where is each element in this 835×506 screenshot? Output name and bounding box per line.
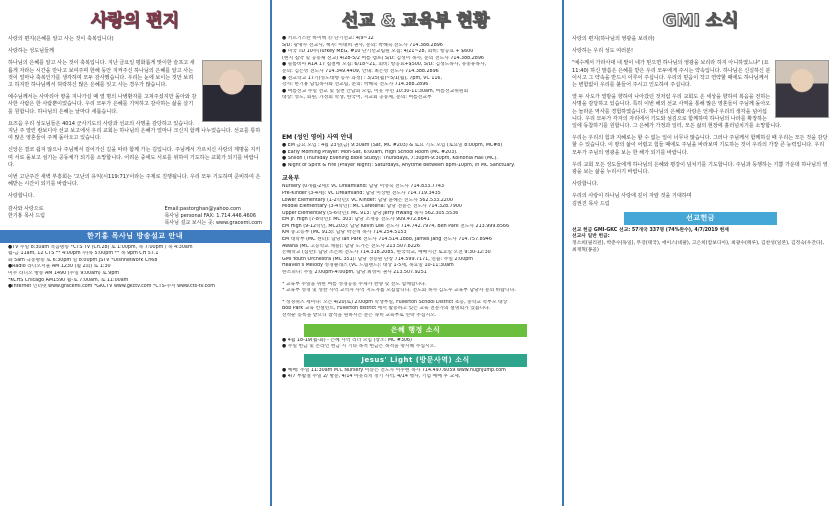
letter-paragraph: 예수님께서는 사마리아 땅을 지나가실 때 열 명의 나병환자를 고쳐주셨지만 돌아와 감사한 사람은 한 사람뿐이었습니다. 우리 모두가 은혜를 기억하고 감사하는 삶을 살기를 원합니다. 하나님의 은혜는 날마다 새롭습니다. (8, 94, 197, 115)
education-item: Heaven's Melody 성경클래스 (VC 드림랜드): 대상 1-5세, 목요일 10-11:30am (282, 263, 454, 269)
sign-name: 한기홍 목사 드림 (8, 212, 45, 219)
letter-paragraph: 이번 고난주간 새벽 부흥회는 '고난의 유익(시119:71)'이라는 주제로 진행됩니다. 우리 모두 기도하며 준비하여 은혜받는 시간이 되기를 바랍니다. (8, 174, 261, 188)
gmi-greeting: 사랑하는 우리 성도 여러분! (572, 48, 634, 55)
mission-offering-body (572, 228, 829, 254)
jesus-light-bar: Jesus' Light (방문사역) 소식 (304, 354, 527, 367)
pastor-letter-body (8, 36, 262, 201)
education-item: Nursery (0개월-2세): VC Dreamland: 담당 이영숙 전도사 714.833.7743 (282, 184, 444, 190)
education-item: Middle Elementary (3-4학년): MC Cafeteria: 담당 전윤은 전도사 714.328.7900 (282, 204, 462, 210)
mission-item: ● 키르기스탄 바이백 Ⓓ 단기선교: 4/9~12 (282, 36, 374, 41)
broadcast-section-bar: 한기홍 목사님 방송설교 안내 (0, 230, 270, 243)
education-item: Lower Elementary (1-2학년): VC Kinder: 담당 윤혜은 전도사 562.533.2200 (282, 197, 453, 203)
pastor-photo (202, 60, 262, 122)
em-item: ● Shiloh (Thursday Evening Bible Study): Thursdays, 7:30pm-9:30pm, Koinonia Hall (MC). (282, 156, 498, 162)
mission-item: ● 콜롬비아 A1A 17 집결에 모집: 6/18~21, 회비: 항공료+$500, S/D: 김성도목사, 유중휴목사, (282, 62, 487, 68)
mission-offering-bar: 선교헌금 (624, 212, 777, 225)
letter-paragraph: 요즈음 우리 성도님들은 4014 군사기도의 사랑과 선교의 사명을 감당하고 있습니다. 지난 주 열린 캄보디아 선교 보고에서 우리 교회는 하나님의 은혜가 얼마나 크신지 함께 나누었습니다. 선교를 통하여 많은 영혼들이 주께 돌아오고 있습니다. (8, 120, 261, 142)
gmi-sign-name: 김권진 목사 드림 (572, 200, 610, 207)
education-note: * 교육부 주일을 위한 여름 성경공동 주제사 찬양 및 전도 함께합니다. (282, 281, 427, 287)
education-item: 한소피나: 주일 2:00pm-4:00pm, 담당 최영미 권사 213.507.9251 (282, 270, 427, 276)
broadcast-item: *KCHS Chicago AM1590 월-토 7:00am, 토 11:00am (8, 277, 129, 283)
education-item: 온해학교 (십만): 담당 조은희 전도사 714.318.2085, 한국학교, 예배시간 토요일 오전 9:30-12:30 (282, 250, 491, 256)
education-item: Awana (MC 고등학교 채플): 담당 도가은 전도사 213.507.8226 (282, 243, 420, 249)
mission-offering-names: 정소희(필리핀), 박춘수(독일), 무강(태국), 에이스(네팔), 고은희(캄보디아), 최광수(페루), 김찬성(일본), 김정숙(우간다), 최재혁(몽골) (572, 241, 825, 253)
education-item: EM High (9-12학년, MC203): 담당 Kevin Lee 전도사 714.742.7974, Ben Park 전도사 213.999.8566 (282, 223, 510, 229)
gmi-paragraph: 열 두 사도가 열방을 향하여 나아갔던 것처럼 우리 교회도 온 세상을 향하여 복음을 전하는 사명을 감당하고 있습니다. 특히 이번 해외 선교 사역을 통해 많은 영혼들이 주님께 돌아오는 놀라운 역사를 경험하였습니다. 하나님의 은혜와 사랑은 언제나 우리의 생각을 넘어섭니다. 우리 모두가 각자의 자리에서 기도와 섬김으로 함께하며 하나님의 나라를 확장하는 일에 동참하기를 원합니다. 그 은혜가 가정과 일터, 모든 삶의 현장에 흘러넘치기를 소망합니다. (572, 94, 782, 130)
sermon-website[interactable]: 목사님 설교 보시는 곳: www.gracemi.com (164, 219, 262, 226)
gmi-paragraph: 우리 교회 모든 성도들에게 하나님의 은혜와 평강이 넘치기를 기도합니다. 주님과 동행하는 기쁨 가운데 하나님의 영광을 보는 삶을 누리시기 바랍니다. (572, 161, 828, 176)
gmi-news-title: GMI 소식 (662, 10, 739, 31)
pastor-fax: 목사님 personal FAX: 1.714.446.4606 (164, 212, 256, 219)
gmi-paragraph: 우리는 우리의 힘과 지혜로는 할 수 없는 일이 너무나 많습니다. 그러나 주님께서 함께하실 때 우리는 모든 것을 감당할 수 있습니다. 이 땅의 삶이 어렵고 힘들 때에도 주님을 바라보며 기도하는 것이 우리의 가장 큰 능력입니다. 우리 모두가 주님의 영광을 보는 한 해가 되기를 바랍니다. (572, 135, 828, 156)
letter-greeting: 사랑하는 성도님들께 (8, 48, 54, 55)
pastor-letter-title: 사랑의 편지 (90, 10, 180, 31)
grace-item: ● 4월 18-19(월-화) - 은혜 사역 리더 모임 (장소: MC #306) (282, 337, 412, 343)
gmi-letter-body (572, 36, 829, 208)
seminar-note: Bob Park 교육 컨설턴트, Fullerton district 에서 활동하고 있는 교육 전문가의 설명회가 있습니다. (282, 306, 491, 312)
letter-paragraph: 신앙은 결코 쉽지 않으나 주님께서 걸어가신 길을 따라 함께 가는 길입니다. 주님께서 가르치신 사랑의 계명을 지키며 서로 돌보고 섬기는 공동체가 되기를 소망합니다. 어려운 중에도 서로를 위하여 기도하는 교회가 되기를 바랍니다. (8, 147, 261, 168)
gmi-subtitle: 사랑의 편지(하나님의 영광을 보리라) (572, 36, 655, 42)
mission-item: ● 여름선교 주일 선교 및 실천 간담회 모임, 이웃 주민 10:30-11:30am, 여름선교위원회 (282, 88, 469, 94)
em-ministry-list (282, 143, 549, 169)
broadcast-item: ●Radio 라디오서울 AM 1230 (월 2회) 토 1:30 (8, 264, 111, 270)
grace-admin-bar: 은혜 행정 소식 (304, 324, 527, 337)
mission-offering-label: 선교사 일반 헌금: (572, 234, 610, 240)
broadcast-list (8, 245, 262, 291)
mission-item: S/D: 광명수 선교사, 책자: 이태희 권사, 문의: 박혜숙 전도사 714.388.2896 (282, 42, 443, 48)
jesus-light-item[interactable]: ● 예배: 주일 11:30am M.C Nursery 이승은 전도사 이주현 목사 714.497.6059 www.hugnjump.com (282, 367, 506, 373)
education-note: * 교육부 성경 및 성찬 사역 교역자 사역 지도자를 모집합니다. 전도회 목사 김도우 교육부 담당자 문의 바랍니다. (282, 288, 516, 294)
gmi-closing: 사랑합니다. (572, 181, 599, 188)
sign-off: 감사와 사랑으로 (8, 205, 44, 212)
jesus-light-item: ● 4/7 부활절 주일 2/ 방문, 4/14 아웃리치 정기 사역, 4/14 행사, 기념 예배 후 교제. (282, 374, 461, 380)
education-list (282, 184, 549, 319)
mission-education-title: 선교 & 교육부 현황 (341, 10, 490, 31)
education-item: EM Jr. High (7-8학년): MC 303: 담당 조재웅 전도사 909.472.8641 (282, 217, 430, 223)
mission-list (282, 36, 549, 102)
mission-item: ● 선교학교 17기(성도대행 등수 과정) : 3/25(월)~5/1(월), 7pm, VC 116, (282, 75, 443, 81)
seminar-note: * 성경퀴즈 세미나: 오는 4/20(토) 2:00pm 학생부실, Fullerton School District 초등, 중학교 학부모 대상 (282, 299, 508, 305)
mission-offering-summary: 선교 헌금 GMI-GKC 선교: 57개국 337명 (74%완수), 4/7/2019 현재 (572, 227, 729, 233)
education-item: Upper Elementary (5-6학년): MC 913: 담당 Jerry Hwang 목사 562.305.5536 (282, 210, 459, 216)
education-item: Pre-Kinder (3-4세): VC Dreamland: 담당 이상현 전도사 714.719.3435 (282, 190, 441, 196)
letter-signature-row (8, 206, 262, 227)
em-item: ● Early Morning Prayer: Mon-Sat, 6:00am, High School Room (MC #203). (282, 149, 458, 155)
broadcast-item: 월-금 11am, 12 CTS ** 4:00pm 수/목 5:00pm ** 목 9pm CH 57.1 (8, 251, 159, 257)
grace-item: ● 주일 헌금 및 온라인 헌금 시 기타 목적 헌금은 목적을 명시해 주십시오. (282, 344, 436, 350)
missionary-photo (775, 60, 829, 118)
em-item: ● Night of Spirit & Fire (Prayer Night): Saturdays, Anytime between 8pm-10pm, in MC Sanctuary. (282, 162, 515, 168)
mission-item: 대상: 성도, 회원, 가정회 학생, 한국어, 지교회 공동체, 문의: 여름선교부 (282, 95, 432, 101)
broadcast-item[interactable]: ●Internet 인터넷 www.gracemi.com *GKCTV www.gkctv.com *CTS-주서 www.cts-tv.com (8, 284, 215, 290)
gmi-sign-line: 우리의 사랑이 하나님 사랑에 깊이 자랄 것을 기대하며 (572, 193, 692, 200)
education-item: EM 대학부 (MC 센터): 담당 Ian Park 전도사 714.514.1888, James Jang 전도사 714.757.8946 (282, 237, 492, 243)
gmi-paragraph: "예수께서 가라사대 내 말이 네가 믿으면 하나님의 영광을 보리라 하지 아니하였느냐" (요11:40) 하신 말씀은 은혜를 받은 우리 모두에게 주시는 약속입니다. 하나님은 신실하신 분이시고 그 약속을 반드시 이루어 주십니다. 우리의 믿음이 작고 연약할 때에도 하나님께서는 변함없이 우리를 붙들어 주시고 인도하여 주십니다. (572, 60, 771, 89)
education-heading: 교육부 (282, 175, 300, 183)
letter-subtitle: 사랑의 편지(은혜를 알고 사는 것이 축복입니다) (8, 36, 114, 42)
broadcast-item: ●TV 주일 8:30am 복음방송 *CTS TV (Ch.28) 토 1:00pm, 목 7:00pm / 목 4:30am (8, 244, 193, 250)
broadcast-item: 미주 라디오 방송 AM 1490 (주일 9:00am) 토 9pm (8, 271, 120, 277)
pastor-letter-column (0, 0, 272, 506)
seminar-note: 선착순 등록을 받으니 참석을 원하시는 분은 속히 교육부로 연락 주십시오. (282, 313, 437, 318)
gmi-news-column (562, 0, 835, 506)
pastor-email[interactable]: Email:pastorghan@yahoo.com (164, 205, 241, 212)
em-ministry-heading: EM (성인 영어) 사역 안내 (282, 133, 353, 141)
education-item: GMI Youth Orchestra (MC 351): 담당 정승원 단장 714.599.7171, 연습: 주일 2:00pm (282, 256, 473, 262)
mission-education-column (274, 0, 557, 506)
mission-item: 문의: 김은영 전도사 714.349.4409, 안내: 최은영 전도사 714.388.2896 (282, 68, 439, 74)
letter-closing: 사랑합니다. (8, 193, 35, 200)
mission-item: (현지 집약 및 공동체 선교) 4/28-5/2 여름 캠프) S/D: 김성미 목사, 문의 전도사 714.388.2896 (282, 55, 484, 61)
jesus-light-list (282, 368, 549, 381)
letter-paragraph: 하나님의 은혜를 알고 사는 것이 축복입니다. 지난 금요일 평화롭게 맞이한 슬프고 새롭게 자라는 시간을 만나고 보여주며 한해 동안 지켜주신 하나님의 은혜를 알고 사는 것이 얼마나 축복인가를 생각하며 모두 감사했습니다. 우리는 눈에 보이는 것만 보려고 하지만 하나님께서 허락하신 많은 은혜를 잊고 사는 경우가 많습니다. (8, 60, 195, 89)
em-item: ● EM 금요 모임 : 4월 23일(금) 9:30am (Sat, MC #203) & 토요 기도 모임 (토요일 8:00pm, MC#8) (282, 142, 503, 148)
education-item: KM 중고등부 (MC 913): 담당 박진혁 목사 714.254.5153 (282, 230, 407, 236)
mission-item: ● 미국 TD 10주(Turkey MEG, #10 단기선교팀원 모집: 4/21~28, 회비: 항공료 + $600 (282, 49, 474, 55)
mission-item: 강사: 한기홍 담임목사와 선교팀, 문의: 박혜숙 전도사 714.388.2896 (282, 82, 429, 88)
grace-admin-list (282, 338, 549, 351)
broadcast-item: 화 5am 극동방송 토 6:30pm 일 8:00pm JSTV *Dishnetwork Ch68 (8, 257, 158, 263)
